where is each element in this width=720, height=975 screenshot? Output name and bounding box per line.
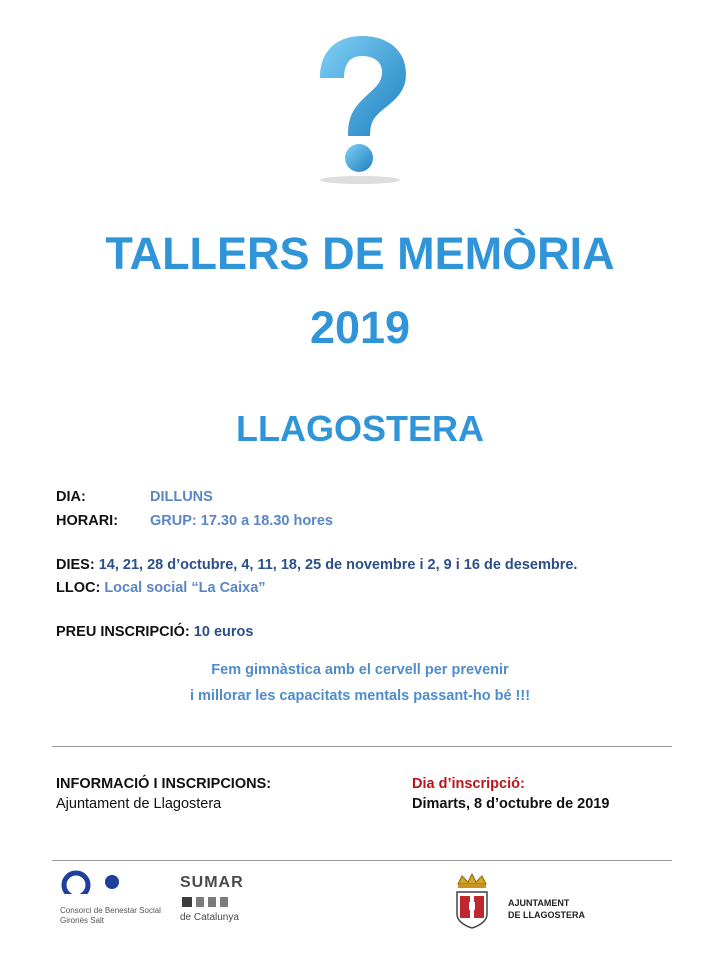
dies-label: DIES: xyxy=(56,557,95,573)
preu-label: PREU INSCRIPCIÓ: xyxy=(56,624,190,640)
sumar-title: SUMAR xyxy=(180,874,244,891)
info-value: Ajuntament de Llagostera xyxy=(56,796,222,812)
coat-of-arms-icon xyxy=(452,872,492,930)
preu-value: 10 euros xyxy=(193,624,254,640)
title-line-1: TALLERS DE MEMÒRIA xyxy=(105,228,615,279)
horari-value: GRUP: 17.30 a 18.30 hores xyxy=(150,513,333,529)
dia-value: DILLUNS xyxy=(150,489,213,505)
title-year: 2019 xyxy=(309,302,411,353)
date-label: Dia d’inscripció: xyxy=(412,776,525,792)
preu-line xyxy=(56,624,253,640)
consorci-line-2: Gironès Salt xyxy=(60,916,105,925)
info-label: INFORMACIÓ I INSCRIPCIONS: xyxy=(56,776,272,792)
divider-top xyxy=(52,746,672,747)
consorci-logo xyxy=(58,870,178,930)
title-town: LLAGOSTERA xyxy=(236,408,484,449)
date-value: Dimarts, 8 d’octubre de 2019 xyxy=(412,796,610,812)
sumar-logo xyxy=(180,874,250,934)
message-line-2: i millorar les capacitats mentals passant-ho bé !!! xyxy=(189,688,531,704)
dies-value: 14, 21, 28 d’octubre, 4, 11, 18, 25 de novembre i 2, 9 i 16 de desembre. xyxy=(98,557,578,573)
consorci-symbol-icon xyxy=(58,870,138,902)
horari-label: HORARI: xyxy=(56,513,119,529)
message-line-1: Fem gimnàstica amb el cervell per prevenir xyxy=(211,662,509,678)
divider-bottom xyxy=(52,860,672,861)
question-mark-icon xyxy=(300,28,420,188)
ajuntament-logo xyxy=(452,872,632,934)
ajuntament-line-1: AJUNTAMENT xyxy=(508,898,570,908)
ajuntament-line-2: DE LLAGOSTERA xyxy=(508,910,586,920)
lloc-value: Local social “La Caixa” xyxy=(104,580,266,596)
sumar-subtitle: de Catalunya xyxy=(180,912,239,923)
sumar-bars-icon xyxy=(180,894,236,910)
lloc-label: LLOC: xyxy=(56,580,101,596)
lloc-line xyxy=(56,580,266,596)
dia-label: DIA: xyxy=(56,489,86,505)
consorci-line-1: Consorci de Benestar Social xyxy=(60,906,161,915)
dies-line xyxy=(56,557,577,573)
